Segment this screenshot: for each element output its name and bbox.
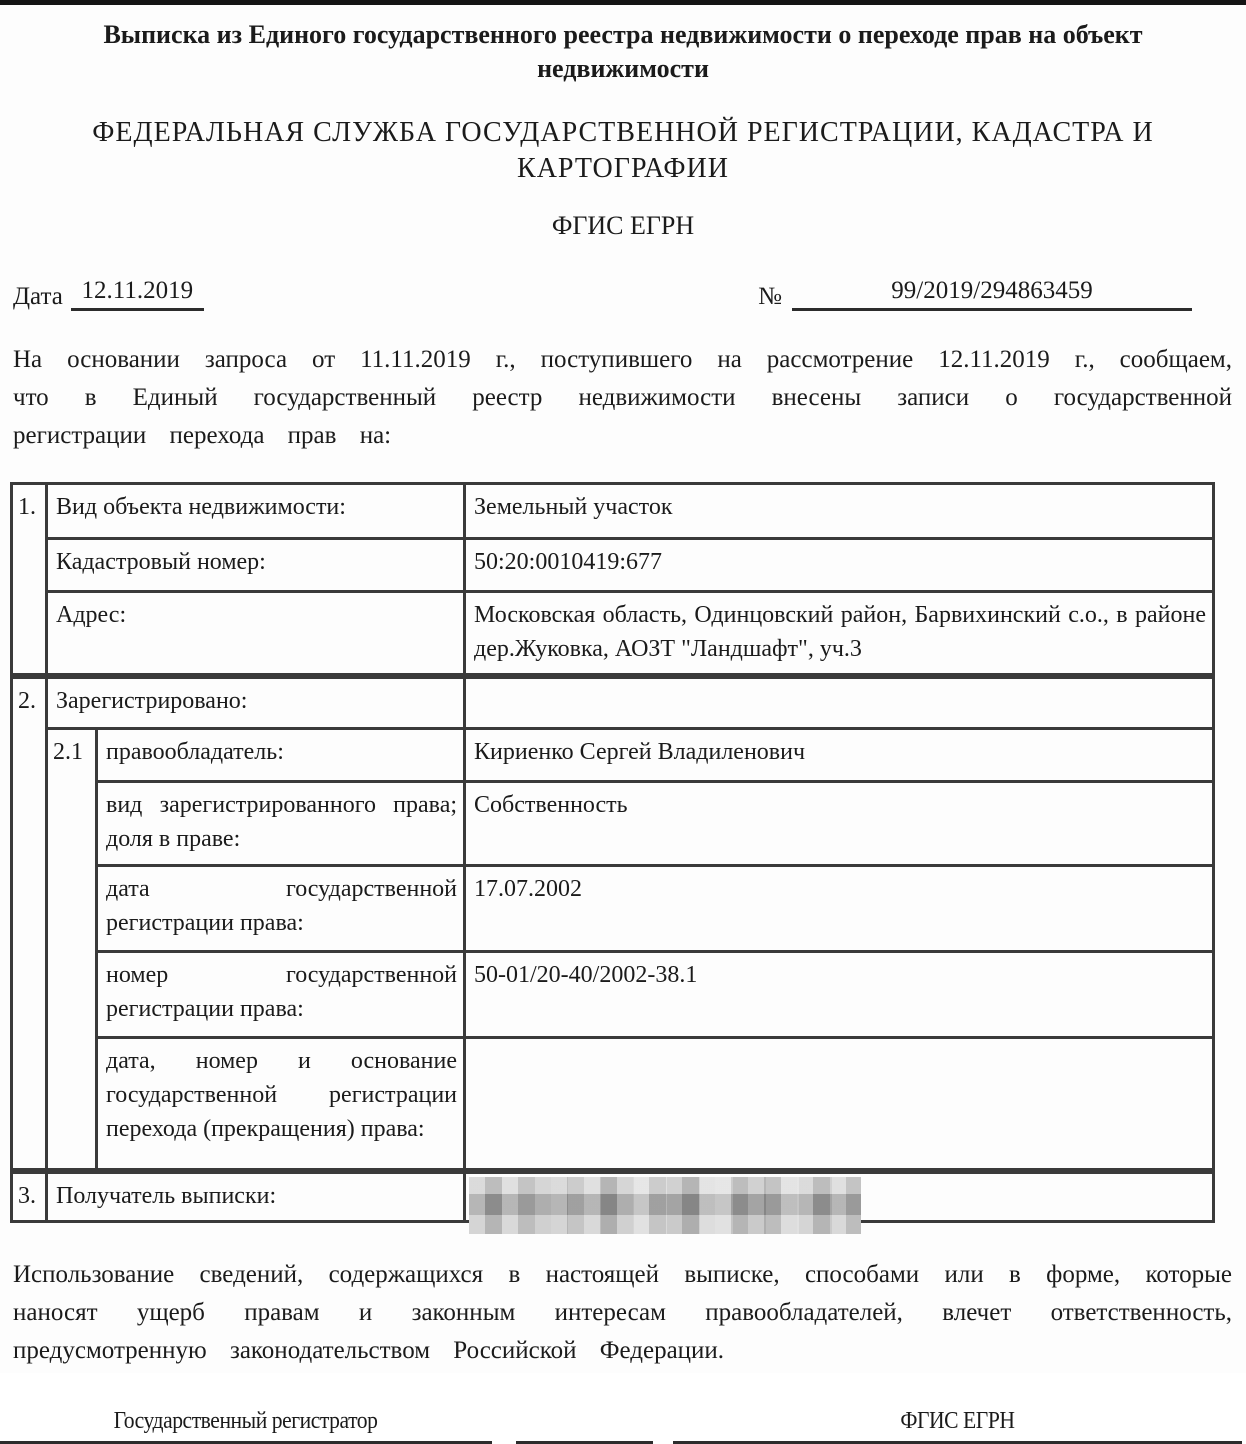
row-value: Кириенко Сергей Владиленович [465, 728, 1214, 781]
row-label: правообладатель: [97, 728, 465, 781]
signature-row [0, 1408, 1246, 1444]
row-value [465, 676, 1214, 728]
disclaimer-paragraph: Использование сведений, содержащихся в настоящей выписке, способами или в форме, которые наносят ущерб правам и законным интересам правообладателей, влечет ответственность, предусмотренную законодательством Российской Федерации. [13, 1261, 1232, 1364]
row-number: 3. [12, 1171, 47, 1222]
row-subnumber: 2.1 [47, 728, 97, 1171]
table-row [12, 865, 1214, 951]
system-name: ФГИС ЕГРН [551, 211, 695, 240]
row-value: Собственность [465, 781, 1214, 865]
row-value: 17.07.2002 [465, 865, 1214, 951]
row-value: 50:20:0010419:677 [465, 539, 1214, 592]
system-signature-line [673, 1408, 1242, 1444]
row-value-redacted [465, 1171, 1214, 1222]
row-label: Кадастровый номер: [47, 539, 465, 592]
table-row [12, 1171, 1214, 1222]
row-label: дата государственной регистрации права: [97, 865, 465, 951]
middle-signature-line [516, 1415, 653, 1444]
row-label: вид зарегистрированного права; доля в праве: [97, 781, 465, 865]
row-value: 50-01/20-40/2002-38.1 [465, 951, 1214, 1037]
rights-transfer-table [10, 482, 1215, 1223]
table-row [12, 728, 1214, 781]
date-value: 12.11.2019 [71, 277, 204, 311]
table-row [12, 484, 1214, 539]
registrar-signature-line [0, 1408, 492, 1444]
row-label: номер государственной регистрации права: [97, 951, 465, 1037]
row-label: дата, номер и основание государственной регистрации перехода (прекращения) права: [97, 1037, 465, 1171]
number-value: 99/2019/294863459 [792, 277, 1192, 311]
intro-paragraph: На основании запроса от 11.11.2019 г., поступившего на рассмотрение 12.11.2019 г., сообщаем, что в Единый государственный реестр недвижимости внесены записи о государственной регистрации перехода прав на: [13, 346, 1232, 449]
row-number: 2. [12, 676, 47, 1171]
page-top-border [0, 0, 1246, 5]
registrar-label: Государственный регистратор [114, 1408, 378, 1434]
date-label: Дата [13, 283, 63, 310]
row-value: Земельный участок [465, 484, 1214, 539]
agency-name: ФЕДЕРАЛЬНАЯ СЛУЖБА ГОСУДАРСТВЕННОЙ РЕГИСТРАЦИИ, КАДАСТРА И КАРТОГРАФИИ [92, 117, 1154, 184]
row-label: Вид объекта недвижимости: [47, 484, 465, 539]
row-label: Получатель выписки: [47, 1171, 465, 1222]
row-value [465, 1037, 1214, 1171]
number-label: № [758, 283, 782, 310]
row-label: Адрес: [47, 592, 465, 677]
system-label: ФГИС ЕГРН [900, 1408, 1015, 1434]
row-value: Московская область, Одинцовский район, Барвихинский с.о., в районе дер.Жуковка, АОЗТ "Ландшафт", уч.3 [465, 592, 1214, 677]
row-label: Зарегистрировано: [47, 676, 465, 728]
table-row [12, 676, 1214, 728]
table-row [12, 951, 1214, 1037]
table-row [12, 1037, 1214, 1171]
row-number: 1. [12, 484, 47, 677]
redaction-mosaic [469, 1177, 861, 1234]
date-number-row [13, 277, 1232, 311]
document-title: Выписка из Единого государственного реестра недвижимости о переходе прав на объект недвижимости [103, 20, 1143, 83]
table-row [12, 592, 1214, 677]
table-row [12, 539, 1214, 592]
table-row [12, 781, 1214, 865]
